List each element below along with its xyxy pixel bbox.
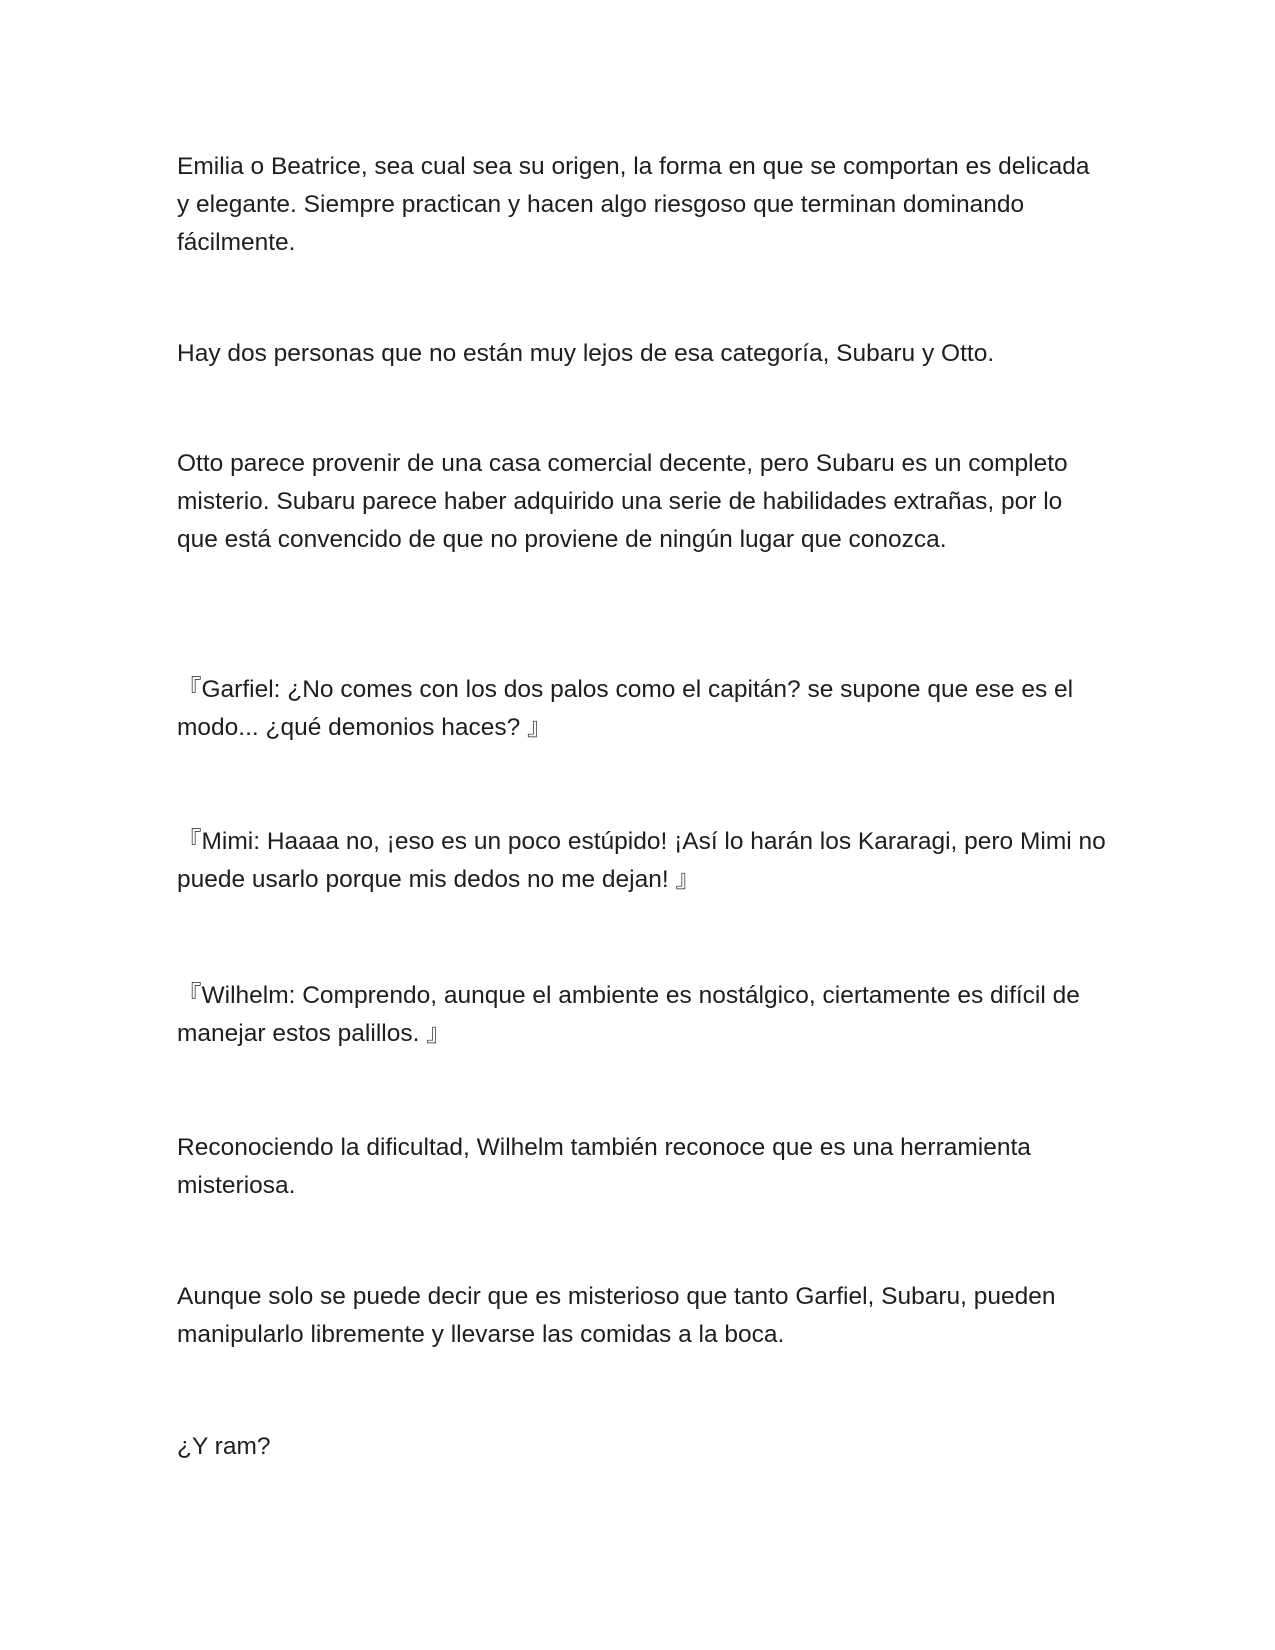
paragraph-3: Otto parece provenir de una casa comercial decente, pero Subaru es un completo misterio. Subaru parece haber adquirido una serie de habilidades extrañas, por lo que está convencido de que no proviene de ningún lugar que conozca. (177, 450, 1068, 553)
paragraph-8: Aunque solo se puede decir que es misterioso que tanto Garfiel, Subaru, pueden manipularlo libremente y llevarse las comidas a la boca. (177, 1283, 1056, 1348)
dialogue-wilhelm: 『Wilhelm: Comprendo, aunque el ambiente es nostálgico, ciertamente es difícil de manejar estos palillos. 』 (177, 982, 1080, 1047)
paragraph-2: Hay dos personas que no están muy lejos de esa categoría, Subaru y Otto. (177, 340, 995, 367)
paragraph-9: ¿Y ram? (177, 1433, 271, 1460)
dialogue-mimi: 『Mimi: Haaaa no, ¡eso es un poco estúpido! ¡Así lo harán los Kararagi, pero Mimi no puede usarlo porque mis dedos no me dejan! 』 (177, 828, 1106, 893)
paragraph-7: Reconociendo la dificultad, Wilhelm también reconoce que es una herramienta misteriosa. (177, 1134, 1031, 1199)
paragraph-1: Emilia o Beatrice, sea cual sea su origen, la forma en que se comportan es delicada y elegante. Siempre practican y hacen algo riesgoso que terminan dominando fácilmente. (177, 153, 1090, 256)
dialogue-garfiel: 『Garfiel: ¿No comes con los dos palos como el capitán? se supone que ese es el modo... ¿qué demonios haces? 』 (177, 676, 1074, 741)
